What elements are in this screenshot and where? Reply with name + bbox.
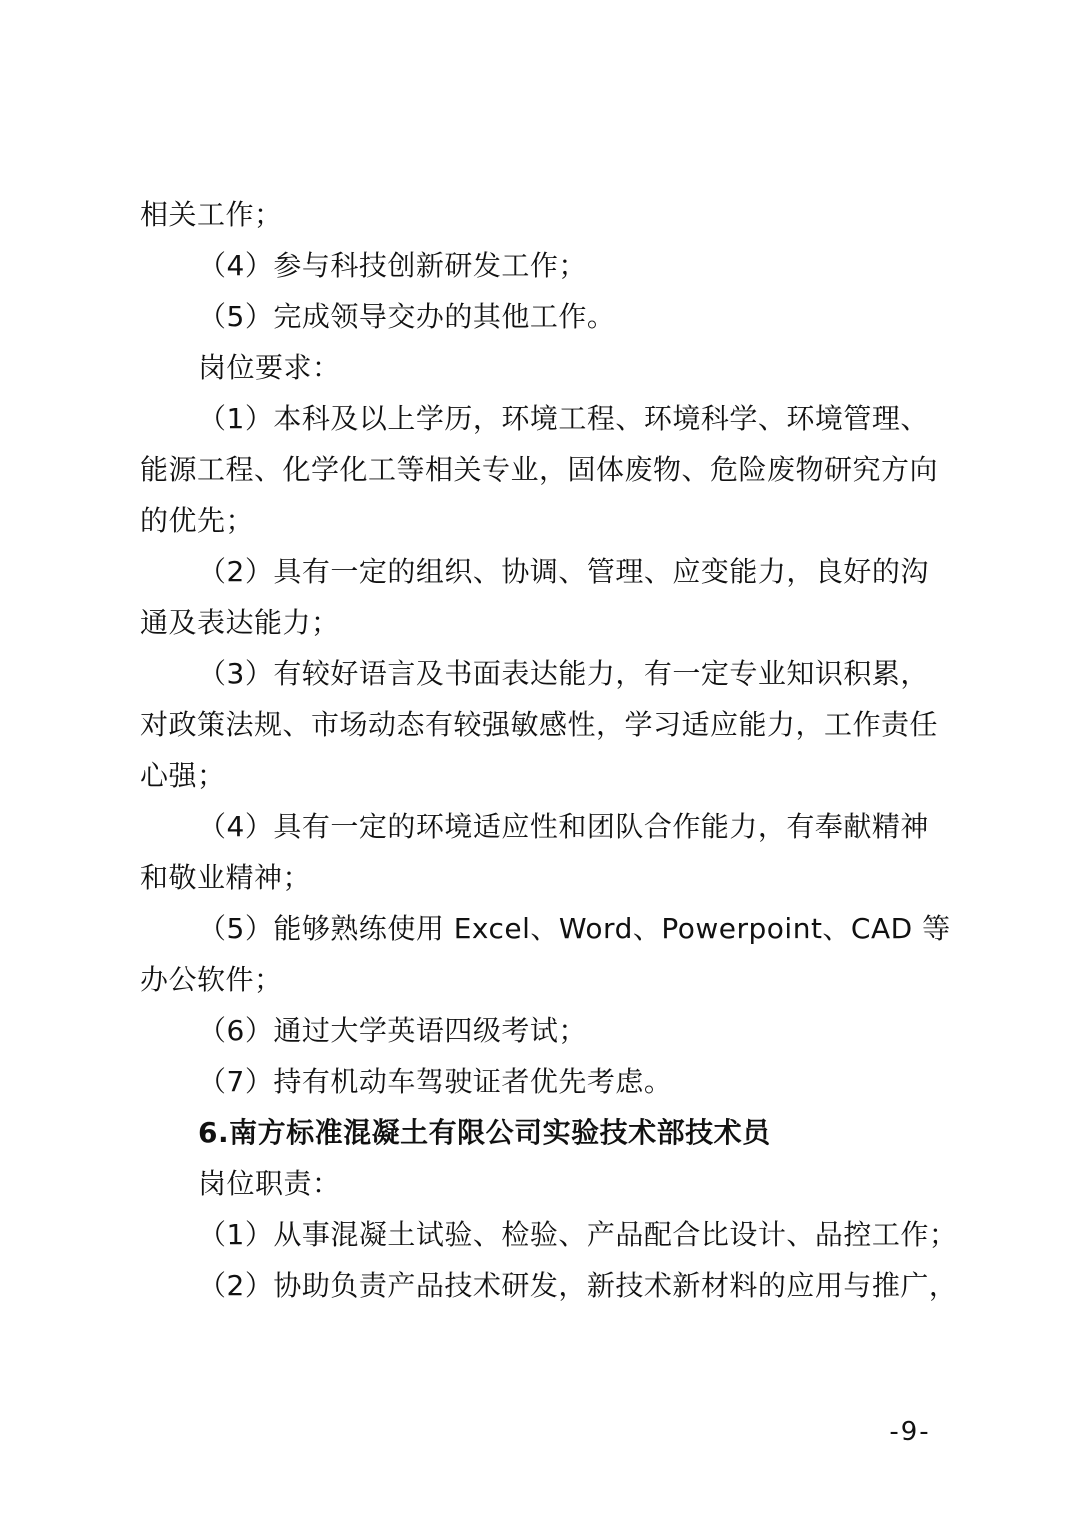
text-line: 和敬业精神； xyxy=(140,861,312,894)
list-item: （4）具有一定的环境适应性和团队合作能力，有奉献精神 xyxy=(198,810,929,843)
text-line: 办公软件； xyxy=(140,963,283,996)
list-item: （3）有较好语言及书面表达能力，有一定专业知识积累， xyxy=(198,657,929,690)
text-line: 心强； xyxy=(140,759,226,792)
text-line: 的优先； xyxy=(140,504,255,537)
list-item: （5）能够熟练使用 Excel、Word、Powerpoint、CAD 等 xyxy=(198,912,951,945)
list-item: （7）持有机动车驾驶证者优先考虑。 xyxy=(198,1065,673,1098)
text-line: 能源工程、化学化工等相关专业，固体废物、危险废物研究方向 xyxy=(140,453,939,486)
text-line: 相关工作； xyxy=(140,198,283,231)
section-heading: 岗位职责： xyxy=(198,1167,341,1200)
list-item: （1）从事混凝土试验、检验、产品配合比设计、品控工作； xyxy=(198,1218,958,1251)
section-heading: 岗位要求： xyxy=(198,351,341,384)
page-number: -9- xyxy=(889,1417,931,1447)
position-heading: 6.南方标准混凝土有限公司实验技术部技术员 xyxy=(198,1116,771,1149)
text-line: 通及表达能力； xyxy=(140,606,340,639)
list-item: （6）通过大学英语四级考试； xyxy=(198,1014,587,1047)
list-item: （5）完成领导交办的其他工作。 xyxy=(198,300,616,333)
text-line: 对政策法规、市场动态有较强敏感性，学习适应能力，工作责任 xyxy=(140,708,939,741)
list-item: （2）具有一定的组织、协调、管理、应变能力，良好的沟 xyxy=(198,555,929,588)
list-item: （4）参与科技创新研发工作； xyxy=(198,249,587,282)
list-item: （2）协助负责产品技术研发，新技术新材料的应用与推广， xyxy=(198,1269,958,1302)
list-item: （1）本科及以上学历，环境工程、环境科学、环境管理、 xyxy=(198,402,929,435)
